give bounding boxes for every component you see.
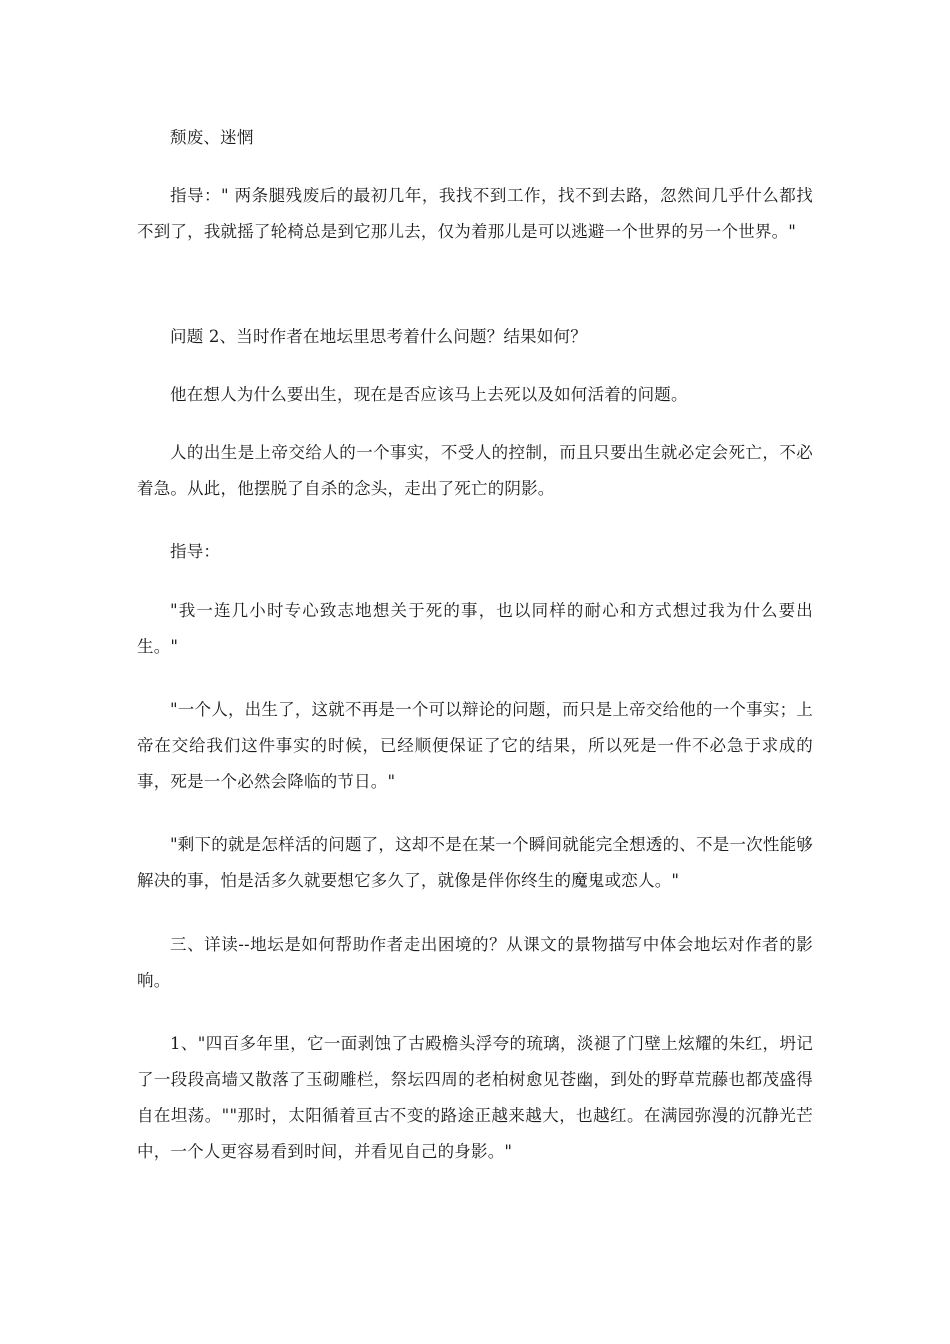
paragraph-heading-decadence: 颓废、迷惘 — [170, 128, 254, 147]
paragraph-answer-thinking: 他在想人为什么要出生，现在是否应该马上去死以及如何活着的问题。 — [170, 385, 688, 404]
paragraph-section-three: 三、详读--地坛是如何帮助作者走出困境的？从课文的景物描写中体会地坛对作者的影响。 — [137, 935, 813, 990]
paragraph-question-2: 问题 2、当时作者在地坛里思考着什么问题？结果如何？ — [170, 327, 587, 346]
paragraph-guidance-quote-1: 指导：" 两条腿残废后的最初几年，我找不到工作，找不到去路，忽然间几乎什么都找不到了，我就摇了轮椅总是到它那儿去，仅为着那儿是可以逃避一个世界的另一个世界。" — [137, 186, 813, 241]
paragraph-quote-birth-fact: "一个人，出生了，这就不再是一个可以辩论的问题，而只是上帝交给他的一个事实；上帝在交给我们这件事实的时候，已经顺便保证了它的结果，所以死是一件不必急于求成的事，死是一个必然会降临的节日。" — [137, 700, 813, 791]
paragraph-item-1-scenery: 1、"四百多年里，它一面剥蚀了古殿檐头浮夸的琉璃，淡褪了门壁上炫耀的朱红，坍记了一段段高墙又散落了玉砌雕栏，祭坛四周的老柏树愈见苍幽，到处的野草荒藤也都茂盛得自在坦荡。""那时，太阳循着亘古不变的路途正越来越大，也越红。在满园弥漫的沉静光芒中，一个人更容易看到时间，并看见自己的身影。" — [137, 1034, 813, 1161]
paragraph-quote-death: "我一连几小时专心致志地想关于死的事，也以同样的耐心和方式想过我为什么要出生。" — [137, 601, 813, 656]
paragraph-answer-birth: 人的出生是上帝交给人的一个事实，不受人的控制，而且只要出生就必定会死亡，不必着急。从此，他摆脱了自杀的念头，走出了死亡的阴影。 — [137, 443, 813, 498]
paragraph-quote-how-to-live: "剩下的就是怎样活的问题了，这却不是在某一个瞬间就能完全想透的、不是一次性能够解决的事，怕是活多久就要想它多久了，就像是伴你终生的魔鬼或恋人。" — [137, 835, 813, 890]
paragraph-guidance-label: 指导： — [170, 542, 221, 561]
